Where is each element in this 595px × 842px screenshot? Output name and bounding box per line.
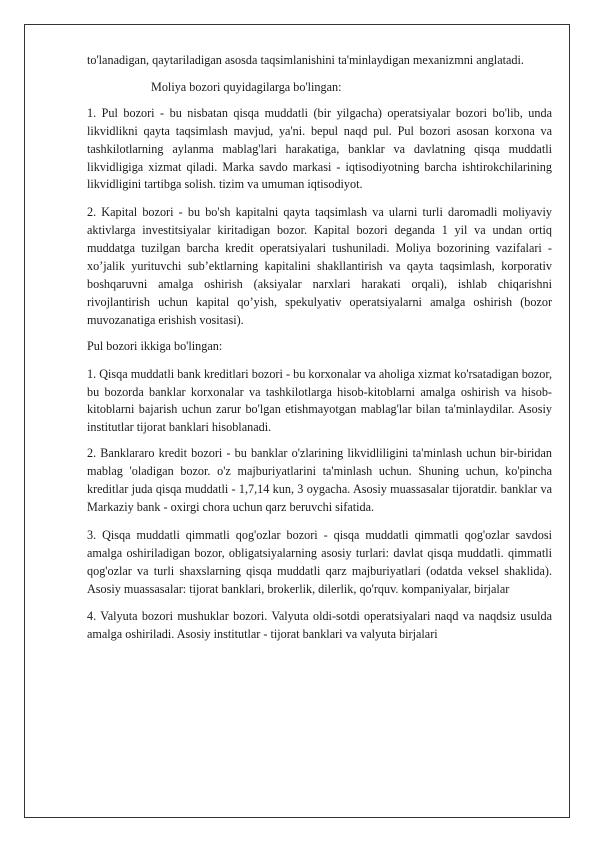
money-market-paragraph: 1. Pul bozori - bu nisbatan qisqa muddatli (bir yilgacha) operatsiyalar bozori bo'lib, unda likvidlikni qayta taqsimlash mavjud, ya'ni. bepul naqd pul. Pul bozori asosan korxona va tashkilotlarning aylanma mablag'lari harakatiga, banklar va davlatning qisqa muddatli likvidligiga xizmat qiladi. Marka savdo markasi - iqtisodiyotning barcha ishtirokchilarining likvidligini tartibga solish. tizim va umuman iqtisodiyot. <box>87 105 552 192</box>
capital-market-paragraph: 2. Kapital bozori - bu bo'sh kapitalni qayta taqsimlash va ularni turli daromadli moliyaviy aktivlarga investitsiyalar kiritadigan bozor. Kapital bozori deganda 1 yil va undan ortiq muddatga tuzilgan barcha kredit operatsiyalari tushuniladi. Moliya bozorining vazifalari - xo’jalik yurituvchi sub’ektlarning kapitalini shakllantirish va qayta taqsimlash, korporativ boshqaruvni amalga oshirish (aksiyalar narxlari harakati orqali), ishlab chiqarishni rivojlantirish uchun kapital qo’yish, spekulyativ operatsiyalarni amalga oshirish (bozor muvozanatiga erishish vositasi). <box>87 205 552 327</box>
interbank-credit-paragraph: 2. Banklararo kredit bozori - bu banklar o'zlarining likvidliligini ta'minlash uchun bir-biridan mablag 'oladigan bozor. o'z majburiyatlarini ta'minlash uchun. Shuning uchun, ko'pincha kreditlar juda qisqa muddatli - 1,7,14 kun, 3 oygacha. Asosiy muassasalar tijoratdir. banklar va Markaziy bank - oxirgi chora uchun qarz beruvchi sifatida. <box>87 446 552 514</box>
short-term-securities-paragraph: 3. Qisqa muddatli qimmatli qog'ozlar bozori - qisqa muddatli qimmatli qog'ozlar savdosi amalga oshiriladigan bozor, obligatsiyalarning asosiy turlari: davlat qisqa muddatli. qimmatli qog'ozlar va turli shaxslarning qisqa muddatli qarz majburiyatlari (odatda veksel shaklida). Asosiy muassasalar: tijorat banklari, brokerlik, dilerlik, qo'rquv. kompaniyalar, birjalar <box>87 527 552 596</box>
intro-continuation-paragraph: to'lanadigan, qaytariladigan asosda taqsimlanishini ta'minlaydigan mexanizmni anglatadi. <box>87 53 524 67</box>
short-term-bank-credit-paragraph: 1. Qisqa muddatli bank kreditlari bozori - bu korxonalar va aholiga xizmat ko'rsatadigan bozor, bu bozorda banklar korxonalar va tashkilotlarga hisob-kitoblarni amalga oshirish va hisob-kitoblarni bajarish uchun zarur bo'lgan etishmayotgan mablag'lar bilan ta'minlaydilar. Asosiy institutlar tijorat banklari hisoblanadi. <box>87 366 552 435</box>
money-market-division-heading: Pul bozori ikkiga bo'lingan: <box>87 338 223 353</box>
currency-market-paragraph: 4. Valyuta bozori mushuklar bozori. Valyuta oldi-sotdi operatsiyalari naqd va naqdsiz usulda amalga oshiriladi. Asosiy institutlar - tijorat banklari va valyuta birjalari <box>87 609 552 642</box>
document-body <box>87 52 552 644</box>
financial-market-heading: Moliya bozori quyidagilarga bo'lingan: <box>151 79 342 94</box>
